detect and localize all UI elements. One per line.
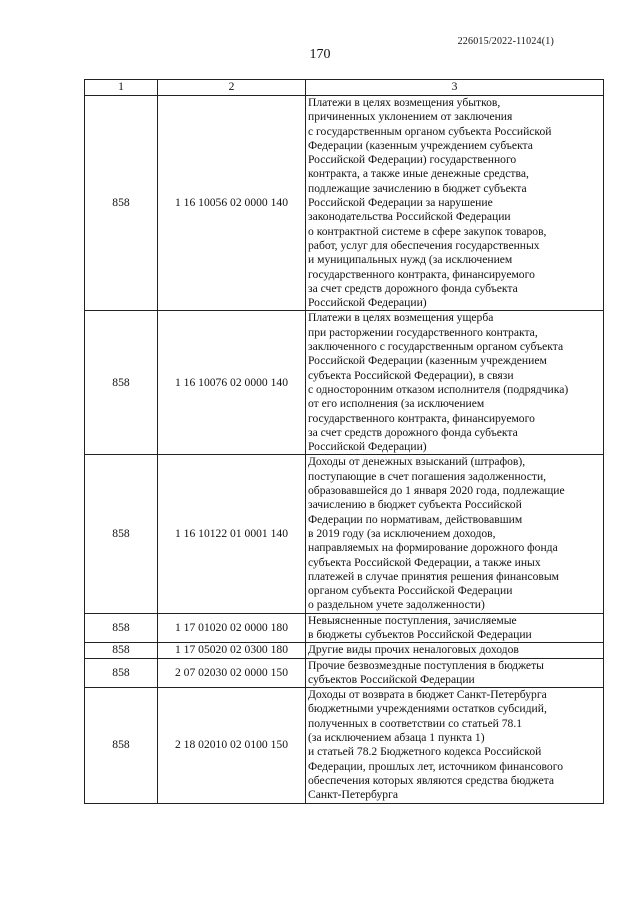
description-line: подлежащие зачислению в бюджет субъекта — [308, 181, 527, 195]
income-codes-table — [84, 79, 604, 804]
description-line: работ, услуг для обеспечения государственных — [308, 238, 540, 252]
description-line: Невыясненные поступления, зачисляемые — [308, 613, 517, 627]
description-line: Федерации (казенным учреждением субъекта — [308, 138, 533, 152]
description-line: и статьей 78.2 Бюджетного кодекса Российской — [308, 745, 542, 759]
table-row — [85, 643, 604, 658]
income-description-cell — [306, 658, 604, 688]
description-line: Российской Федерации за нарушение — [308, 196, 493, 210]
income-description-cell — [306, 311, 604, 455]
income-description-cell — [306, 643, 604, 658]
description-line: за счет средств дорожного фонда субъекта — [308, 425, 518, 439]
document-number: 226015/2022-11024(1) — [457, 36, 554, 47]
description-line: государственного контракта, финансируемого — [308, 411, 535, 425]
description-line: в бюджеты субъектов Российской Федерации — [308, 627, 532, 641]
description-line: бюджетными учреждениями остатков субсидий, — [308, 702, 547, 716]
table-row — [85, 688, 604, 803]
admin-code-cell: 858 — [85, 455, 158, 613]
description-line: контракта, а также иные денежные средства, — [308, 167, 529, 181]
admin-code-cell: 858 — [85, 643, 158, 658]
description-line: при расторжении государственного контракта, — [308, 325, 538, 339]
income-code-cell: 1 16 10122 01 0001 140 — [158, 455, 306, 613]
description-line: Российской Федерации) — [308, 440, 427, 454]
description-line: поступающие в счет погашения задолженности, — [308, 469, 547, 483]
description-line: органом субъекта Российской Федерации — [308, 584, 513, 598]
table-row — [85, 96, 604, 311]
description-line: Российской Федерации) — [308, 296, 427, 310]
table-row — [85, 455, 604, 613]
admin-code-cell: 858 — [85, 311, 158, 455]
description-line: заключенного с государственным органом субъекта — [308, 340, 564, 354]
income-code-cell: 2 07 02030 02 0000 150 — [158, 658, 306, 688]
description-line: государственного контракта, финансируемого — [308, 267, 535, 281]
description-line: субъекта Российской Федерации, а также иных — [308, 555, 541, 569]
income-code-cell: 1 16 10076 02 0000 140 — [158, 311, 306, 455]
description-line: полученных в соответствии со статьей 78.1 — [308, 716, 523, 730]
description-line: субъектов Российской Федерации — [308, 672, 475, 686]
description-line: и муниципальных нужд (за исключением — [308, 253, 513, 267]
description-line: платежей в случае принятия решения финансовым — [308, 569, 559, 583]
description-line: в 2019 году (за исключением доходов, — [308, 526, 496, 540]
income-code-cell: 2 18 02010 02 0100 150 — [158, 688, 306, 803]
table-row — [85, 658, 604, 688]
description-line: (за исключением абзаца 1 пункта 1) — [308, 731, 485, 745]
description-line: Федерации, прошлых лет, источником финансового — [308, 759, 563, 773]
description-line: Другие виды прочих неналоговых доходов — [308, 643, 519, 657]
income-description-cell — [306, 455, 604, 613]
income-description-cell — [306, 688, 604, 803]
income-code-cell: 1 17 05020 02 0300 180 — [158, 643, 306, 658]
description-line: от его исполнения (за исключением — [308, 397, 485, 411]
page-number: 170 — [309, 47, 331, 62]
income-code-cell: 1 16 10056 02 0000 140 — [158, 96, 306, 311]
description-line: законодательства Российской Федерации — [308, 210, 511, 224]
description-line: Платежи в целях возмещения убытков, — [308, 96, 501, 109]
income-code-cell: 1 17 01020 02 0000 180 — [158, 613, 306, 643]
admin-code-cell: 858 — [85, 658, 158, 688]
income-description-cell — [306, 96, 604, 311]
description-line: Российской Федерации) государственного — [308, 153, 517, 167]
column-header-3: 3 — [306, 80, 604, 96]
description-line: причиненных уклонением от заключения — [308, 110, 513, 124]
description-line: с односторонним отказом исполнителя (подрядчика) — [308, 382, 569, 396]
description-line: за счет средств дорожного фонда субъекта — [308, 281, 518, 295]
admin-code-cell: 858 — [85, 96, 158, 311]
description-line: Федерации по нормативам, действовавшим — [308, 512, 523, 526]
description-line: образовавшейся до 1 января 2020 года, подлежащие — [308, 484, 565, 498]
admin-code-cell: 858 — [85, 613, 158, 643]
description-line: направляемых на формирование дорожного фонда — [308, 541, 558, 555]
table-header-row — [85, 80, 604, 96]
table-row — [85, 613, 604, 643]
description-line: обеспечения которых являются средства бюджета — [308, 773, 554, 787]
description-line: Российской Федерации (казенным учреждением — [308, 354, 547, 368]
description-line: о контрактной системе в сфере закупок товаров, — [308, 224, 547, 238]
description-line: Прочие безвозмездные поступления в бюджеты — [308, 658, 544, 672]
income-description-cell — [306, 613, 604, 643]
description-line: с государственным органом субъекта Российской — [308, 124, 552, 138]
column-header-2: 2 — [158, 80, 306, 96]
description-line: субъекта Российской Федерации), в связи — [308, 368, 514, 382]
description-line: Платежи в целях возмещения ущерба — [308, 311, 494, 325]
description-line: Доходы от денежных взысканий (штрафов), — [308, 455, 526, 469]
description-line: зачислению в бюджет субъекта Российской — [308, 498, 522, 512]
column-header-1: 1 — [85, 80, 158, 96]
description-line: о раздельном учете задолженности) — [308, 598, 485, 612]
admin-code-cell: 858 — [85, 688, 158, 803]
table-row — [85, 311, 604, 455]
description-line: Санкт-Петербурга — [308, 788, 398, 802]
description-line: Доходы от возврата в бюджет Санкт-Петербурга — [308, 688, 547, 702]
